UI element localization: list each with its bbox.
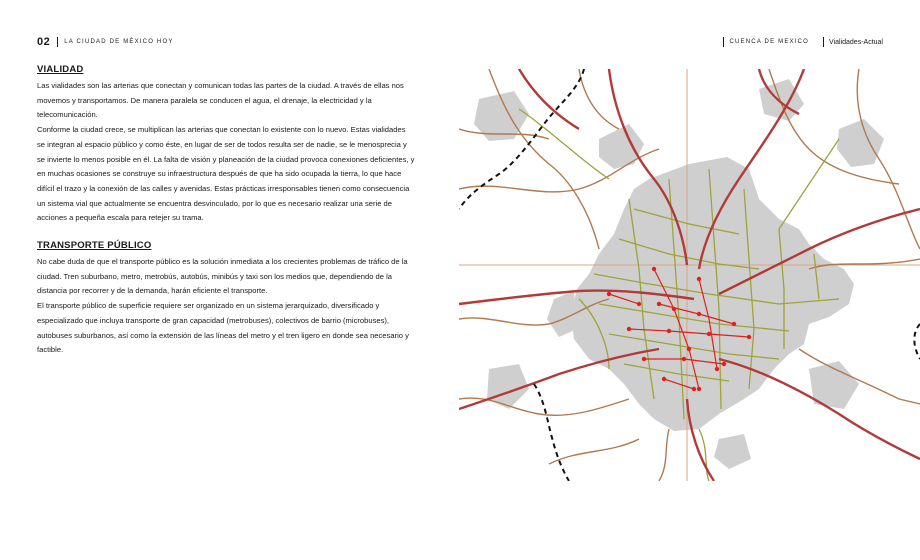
urban-area (474, 79, 884, 469)
page-number: 02 (37, 36, 51, 48)
section-transporte-publico (37, 240, 415, 358)
transit-node (642, 357, 646, 361)
transit-node (607, 292, 611, 296)
urban-area-east (837, 119, 884, 167)
paragraph: El transporte público de superficie requiere ser organizado en un sistema jerarquizado, diversificado y especializado que incluya transporte de gran capacidad (metrobuses), colectivos de barrio (microbuses), autobuses suburbanos, así como la extensión de las líneas del metro y el tren ligero en donde sea necesario y factible. (37, 301, 409, 355)
boundary-line (914, 324, 920, 359)
article-body (37, 64, 415, 358)
transit-node (697, 312, 701, 316)
transit-node (687, 347, 691, 351)
section-label: CUENCA DE MEXICO (729, 39, 810, 45)
header-divider (823, 37, 824, 47)
transit-node (722, 362, 726, 366)
header-divider (57, 37, 58, 47)
regional-road (549, 439, 639, 464)
subsection-label: Vialidades-Actual (829, 38, 883, 46)
header-divider (723, 37, 724, 47)
road-network-map (459, 69, 920, 481)
section-title: TRANSPORTE PÚBLICO (37, 240, 152, 252)
transit-node (707, 332, 711, 336)
book-title: LA CIUDAD DE MÉXICO HOY (64, 39, 174, 45)
page-header-right (723, 37, 883, 47)
paragraph: Conforme la ciudad crece, se multiplican las arterias que conectan lo existente con lo nuevo. Estas vialidades se integran al espacio público y como éste, en lugar de ser de todos resulta ser de nadie, se le menosprecia y se invierte lo menos posible en él. La falta de visión y planeación de la ciudad provoca conexiones deficientes, y en muchas ocasiones se construye su infraestructura después de que ha sido ocupada la tierra, lo que hace difícil el trazo y la conexión de las calles y avenidas. Estas prácticas irresponsables tienen como consecuencia un sistema vial que actualmente se encuentra desvinculado, por lo que es necesario realizar una serie de acciones a pequeña escala para retejer su trama. (37, 125, 415, 223)
transit-node (637, 302, 641, 306)
transit-node (747, 335, 751, 339)
section-vialidad (37, 64, 415, 226)
transit-node (657, 302, 661, 306)
urban-area-north (599, 124, 644, 169)
transit-node (662, 377, 666, 381)
transit-node (697, 387, 701, 391)
regional-road (579, 69, 619, 129)
transit-node (732, 322, 736, 326)
section-title: VIALIDAD (37, 64, 84, 75)
paragraph: No cabe duda de que el transporte público es la solución inmediata a los crecientes problemas de tráfico de la ciudad. Tren suburbano, metro, metrobús, autobús, minibús y taxi son los medios que, dependiendo de la distancia por recorrer y de la demanda, harán eficiente el transporte. (37, 257, 408, 296)
paragraph: Las vialidades son las arterias que conectan y comunican todas las partes de la ciudad. A través de ellas nos movemos y transportamos. De manera paralela se conducen el agua, el drenaje, la electricidad y la telecomunicación. (37, 81, 404, 120)
boundary-line (459, 69, 584, 209)
transit-node (692, 387, 696, 391)
local-road (779, 139, 839, 229)
transit-node (652, 267, 656, 271)
highway (519, 69, 579, 129)
transit-node (697, 277, 701, 281)
regional-road (659, 429, 669, 481)
urban-area-south-east (714, 434, 751, 469)
transit-node (667, 329, 671, 333)
page-header-left (37, 36, 174, 48)
transit-node (682, 357, 686, 361)
boundary-line (534, 384, 569, 481)
transit-node (627, 327, 631, 331)
transit-node (672, 307, 676, 311)
transit-node (715, 367, 719, 371)
